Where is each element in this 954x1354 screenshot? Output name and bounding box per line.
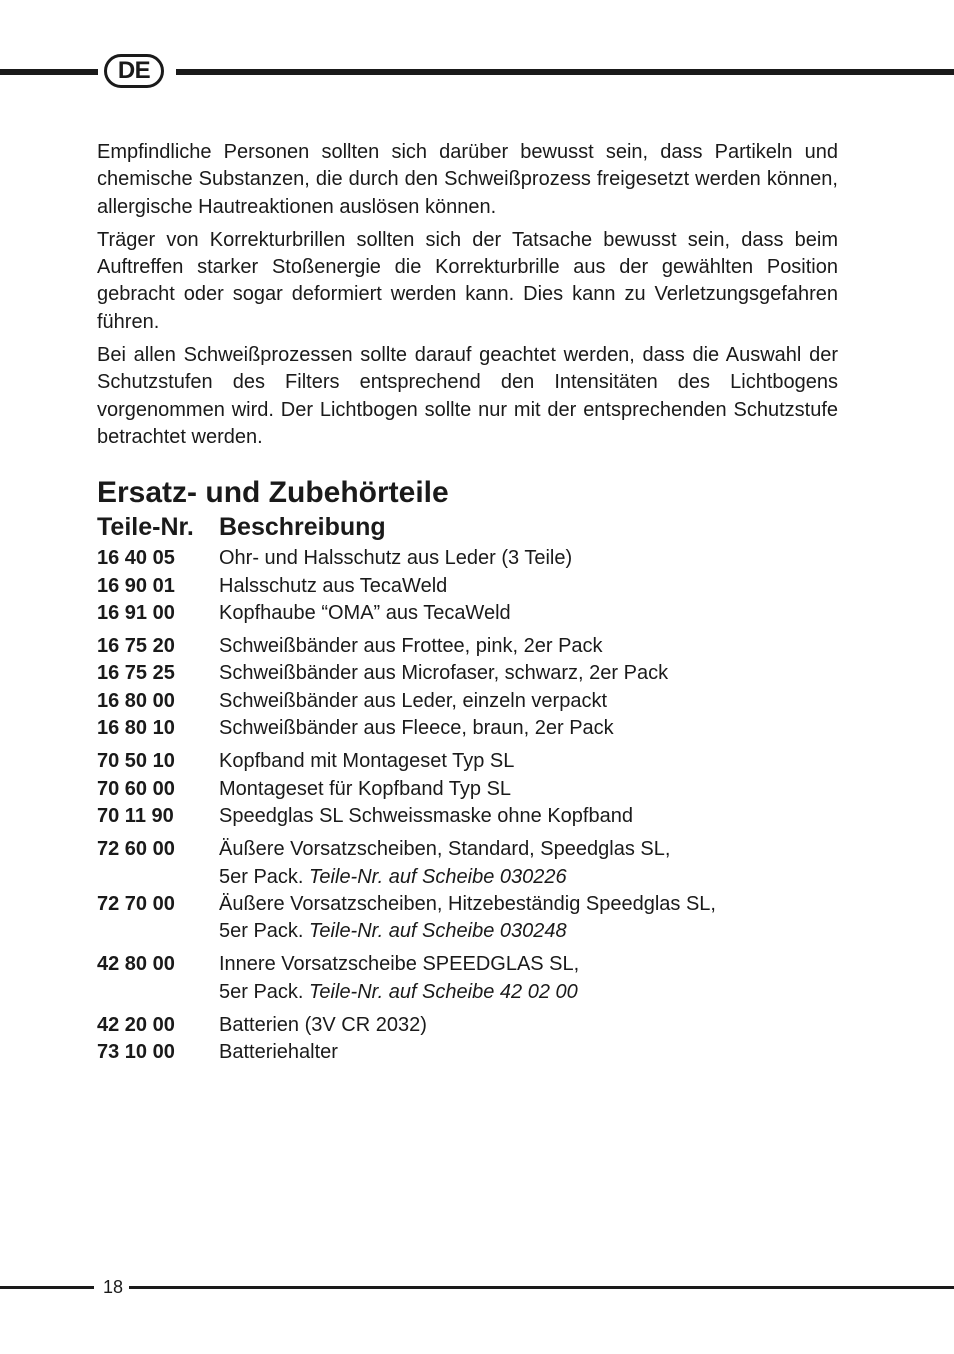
parts-group bbox=[97, 836, 838, 945]
part-description bbox=[219, 600, 838, 627]
part-row bbox=[97, 891, 838, 946]
part-description bbox=[219, 891, 838, 946]
part-description bbox=[219, 660, 838, 687]
part-description bbox=[219, 951, 838, 1006]
part-row bbox=[97, 776, 838, 803]
part-description-text: Innere Vorsatzscheibe SPEEDGLAS SL, bbox=[219, 953, 580, 976]
part-description bbox=[219, 748, 838, 775]
pack-size: 5er Pack. bbox=[219, 980, 304, 1003]
part-row bbox=[97, 836, 838, 891]
part-row bbox=[97, 545, 838, 572]
parts-group bbox=[97, 633, 838, 742]
header-rule-right bbox=[176, 69, 954, 75]
part-description-text: Ohr- und Halsschutz aus Leder (3 Teile) bbox=[219, 547, 573, 570]
part-number: 16 75 20 bbox=[97, 635, 175, 658]
part-description-text: Montageset für Kopfband Typ SL bbox=[219, 777, 512, 800]
part-description-text: Batterien (3V CR 2032) bbox=[219, 1014, 427, 1037]
part-description-text: Schweißbänder aus Microfaser, schwarz, 2er Pack bbox=[219, 662, 669, 685]
parts-list bbox=[97, 545, 838, 1066]
part-description-line2 bbox=[219, 918, 838, 945]
part-row bbox=[97, 573, 838, 600]
part-description-text: Kopfhaube “OMA” aus TecaWeld bbox=[219, 601, 511, 624]
part-description-text: Kopfband mit Montageset Typ SL bbox=[219, 750, 515, 773]
part-number: 70 60 00 bbox=[97, 777, 175, 800]
page-content bbox=[97, 139, 838, 1073]
intro-paragraph: Bei allen Schweißprozessen sollte darauf geachtet werden, dass die Auswahl der Schutzstufen des Filters entsprechend den Intensitäten des Lichtbogens vorgenommen wird. Der Lichtbogen sollte nur mit der entsprechenden Schutzstufe betrachtet werden. bbox=[97, 344, 838, 448]
column-header-part-number: Teile-Nr. bbox=[97, 513, 194, 542]
part-description-text: Schweißbänder aus Leder, einzeln verpackt bbox=[219, 689, 608, 712]
part-note: Teile-Nr. auf Scheibe 030226 bbox=[309, 865, 567, 888]
page-number: 18 bbox=[102, 1277, 124, 1297]
part-number: 70 50 10 bbox=[97, 750, 175, 773]
intro-paragraph: Träger von Korrekturbrillen sollten sich der Tatsache bewusst sein, dass beim Auftreffen starker Stoßenergie die Korrekturbrille aus der gewählten Position gebracht oder sogar deformiert werden kann. Dies kann zu Verletzungsgefahren führen. bbox=[97, 228, 838, 333]
part-number: 73 10 00 bbox=[97, 1041, 175, 1064]
part-description-text: Halsschutz aus TecaWeld bbox=[219, 574, 448, 597]
intro-paragraph: Empfindliche Personen sollten sich darüber bewusst sein, dass Partikeln und chemische Substanzen, die durch den Schweißprozess freigesetzt werden können, allergische Hautreaktionen auslösen können. bbox=[97, 141, 838, 218]
parts-group bbox=[97, 748, 838, 830]
part-description-line2 bbox=[219, 864, 838, 891]
part-number: 16 40 05 bbox=[97, 547, 175, 570]
part-number: 42 80 00 bbox=[97, 953, 175, 976]
part-description bbox=[219, 1012, 838, 1039]
part-row bbox=[97, 660, 838, 687]
part-description-text: Schweißbänder aus Fleece, braun, 2er Pack bbox=[219, 717, 614, 740]
part-description bbox=[219, 573, 838, 600]
part-note: Teile-Nr. auf Scheibe 42 02 00 bbox=[309, 980, 578, 1003]
footer-rule-left bbox=[0, 1286, 94, 1289]
part-number: 42 20 00 bbox=[97, 1014, 175, 1037]
part-description-text: Batteriehalter bbox=[219, 1041, 338, 1064]
column-header-description: Beschreibung bbox=[219, 513, 386, 542]
part-number: 72 70 00 bbox=[97, 892, 175, 915]
part-row bbox=[97, 951, 838, 1006]
part-row bbox=[97, 1012, 838, 1039]
part-number: 70 11 90 bbox=[97, 804, 174, 827]
parts-table-header bbox=[97, 511, 838, 543]
pack-size: 5er Pack. bbox=[219, 920, 304, 943]
header-rule-left bbox=[0, 69, 98, 75]
pack-size: 5er Pack. bbox=[219, 865, 304, 888]
part-description bbox=[219, 836, 838, 891]
part-number: 16 91 00 bbox=[97, 601, 175, 624]
part-description-line2 bbox=[219, 979, 838, 1006]
part-description bbox=[219, 633, 838, 660]
parts-group bbox=[97, 951, 838, 1006]
part-number: 16 80 10 bbox=[97, 717, 175, 740]
parts-group bbox=[97, 545, 838, 627]
part-description bbox=[219, 715, 838, 742]
part-number: 16 75 25 bbox=[97, 662, 175, 685]
part-description bbox=[219, 776, 838, 803]
part-row bbox=[97, 600, 838, 627]
part-row bbox=[97, 633, 838, 660]
part-number: 16 80 00 bbox=[97, 689, 175, 712]
part-row bbox=[97, 748, 838, 775]
part-description bbox=[219, 1039, 838, 1066]
section-title: Ersatz- und Zubehörteile bbox=[97, 476, 449, 510]
part-row bbox=[97, 688, 838, 715]
parts-group bbox=[97, 1012, 838, 1067]
part-number: 72 60 00 bbox=[97, 838, 175, 861]
part-description-text: Speedglas SL Schweissmaske ohne Kopfband bbox=[219, 804, 633, 827]
part-row bbox=[97, 1039, 838, 1066]
part-note: Teile-Nr. auf Scheibe 030248 bbox=[309, 920, 567, 943]
language-badge: DE bbox=[104, 54, 164, 88]
part-row bbox=[97, 715, 838, 742]
part-row bbox=[97, 803, 838, 830]
part-description-text: Äußere Vorsatzscheiben, Hitzebeständig Speedglas SL, bbox=[219, 892, 716, 915]
part-description-text: Schweißbänder aus Frottee, pink, 2er Pack bbox=[219, 635, 603, 658]
part-description bbox=[219, 688, 838, 715]
part-description bbox=[219, 545, 838, 572]
part-description-text: Äußere Vorsatzscheiben, Standard, Speedglas SL, bbox=[219, 838, 671, 861]
footer-rule-right bbox=[129, 1286, 954, 1289]
part-number: 16 90 01 bbox=[97, 574, 175, 597]
part-description bbox=[219, 803, 838, 830]
